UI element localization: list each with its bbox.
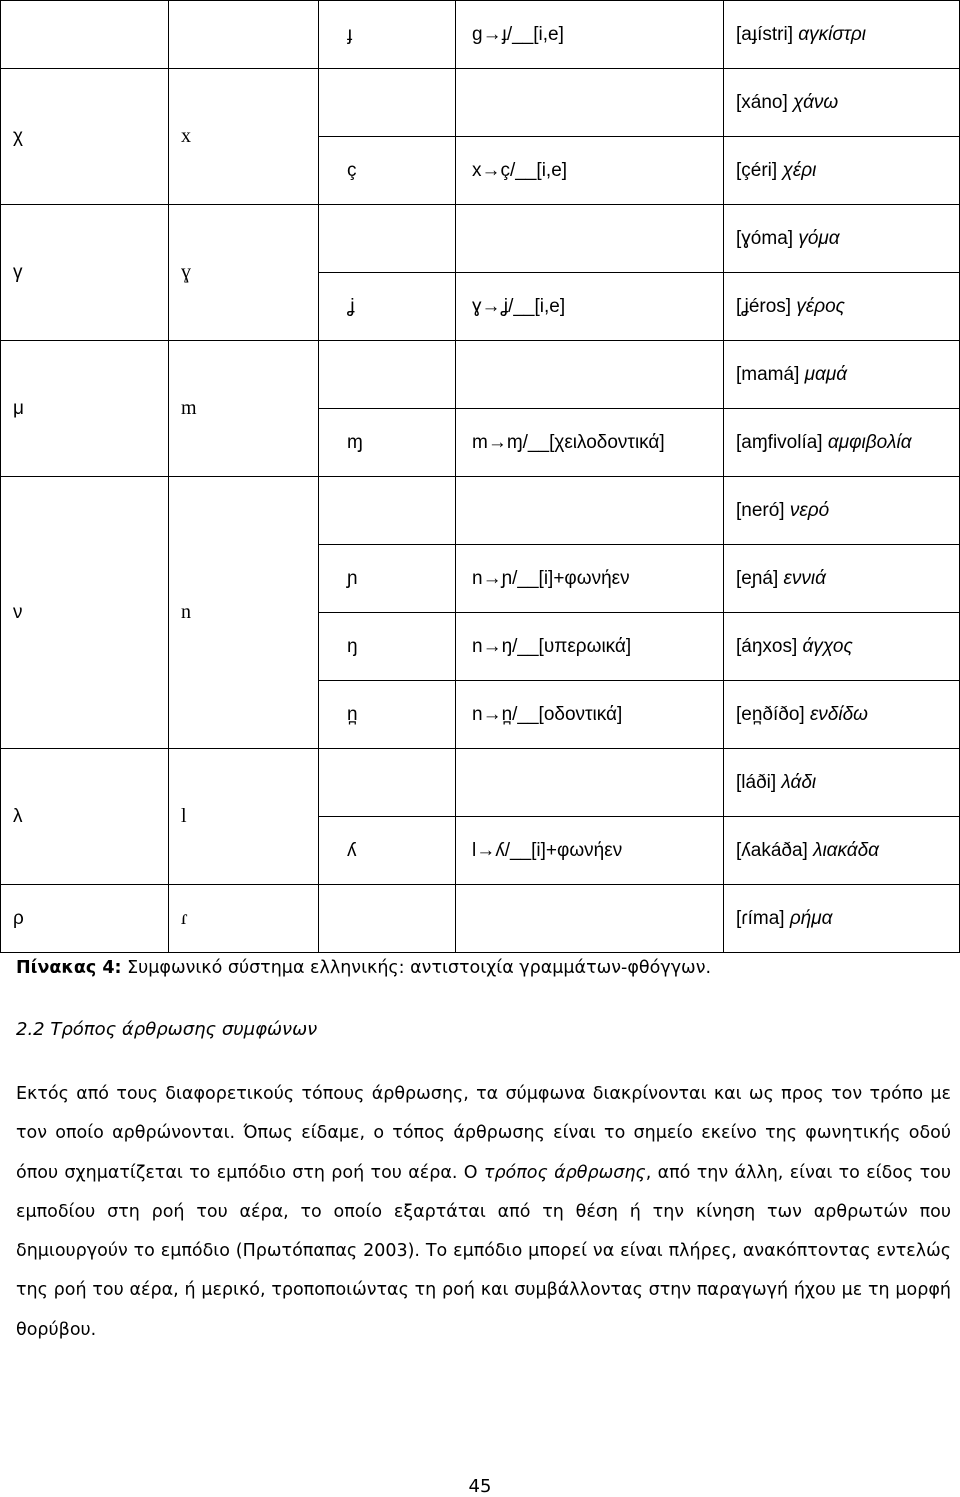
rule-cell: g→ɟ/__[i,e] [456,1,724,69]
letter-cell: μ [1,341,169,477]
greek-word: λάδι [781,771,817,793]
phoneme-cell: ɣ [169,205,319,341]
phoneme-cell: ɾ [169,885,319,953]
paragraph-text: , από την άλλη, είναι το είδος του εμποδίου στη ροή του αέρα, το οποίο εξαρτάται από τη θέση ή την κίνηση των αρθρωτών που δημιουργούν το εμπόδιο (Πρωτόπαπας 2003). Το εμπόδιο μπορεί να είναι πλήρες, ανακόπτοντας εντελώς της ροή του αέρα, ή μερικό, τροποποιώντας τη ροή και συμβάλλοντας στην παραγωγή ήχου με τη μορφή θορύβου. [16,1162,951,1340]
allophone-cell: ʎ [319,817,456,885]
greek-word: νερό [789,499,830,521]
greek-word: ρήμα [789,907,833,929]
phoneme-cell: m [169,341,319,477]
allophone-cell [319,205,456,273]
table-row [1,477,960,545]
example-cell [724,69,960,137]
allophone-cell: ɲ [319,545,456,613]
example-cell [724,817,960,885]
letter-cell: γ [1,205,169,341]
phoneme-cell [169,1,319,69]
greek-word: γόμα [798,227,840,249]
greek-word: λιακάδα [813,839,880,861]
example-cell [724,273,960,341]
ipa-transcription: [mamá] [736,363,800,385]
rule-cell [456,205,724,273]
caption-label: Πίνακας 4: [16,958,122,978]
rule-cell [456,477,724,545]
rule-cell [456,749,724,817]
allophone-cell: ŋ [319,613,456,681]
greek-word: αγκίστρι [798,23,867,45]
ipa-transcription: [aɟístri] [736,23,794,45]
example-cell [724,545,960,613]
greek-word: ενδίδω [809,703,868,725]
ipa-transcription: [ʝéros] [736,295,792,317]
example-cell [724,205,960,273]
example-cell [724,1,960,69]
rule-cell [456,885,724,953]
greek-word: γέρος [796,295,845,317]
letter-cell: ν [1,477,169,749]
letter-cell [1,1,169,69]
allophone-cell: ʝ [319,273,456,341]
table-row [1,69,960,137]
rule-cell: l→ʎ/__[i]+φωνήεν [456,817,724,885]
allophone-cell: ç [319,137,456,205]
ipa-transcription: [ʎakáða] [736,839,808,861]
table-row [1,205,960,273]
rule-cell: m→ɱ/__[χειλοδοντικά] [456,409,724,477]
ipa-transcription: [en̪ðíðo] [736,703,805,725]
table-caption [16,958,711,978]
example-cell [724,749,960,817]
table-row [1,1,960,69]
letter-cell: λ [1,749,169,885]
table-row [1,885,960,953]
table-row [1,749,960,817]
rule-cell: n→ŋ/__[υπερωικά] [456,613,724,681]
rule-cell: n→n̪/__[οδοντικά] [456,681,724,749]
allophone-cell [319,341,456,409]
letter-cell: χ [1,69,169,205]
allophone-cell: ɟ [319,1,456,69]
greek-word: εννιά [783,567,826,589]
ipa-transcription: [çéri] [736,159,778,181]
example-cell [724,613,960,681]
allophone-cell: ɱ [319,409,456,477]
example-cell [724,137,960,205]
greek-word: μαμά [804,363,848,385]
rule-cell [456,341,724,409]
example-cell [724,681,960,749]
letter-cell: ρ [1,885,169,953]
body-paragraph [16,1075,951,1350]
allophone-cell [319,477,456,545]
ipa-transcription: [ɣóma] [736,227,794,249]
phoneme-cell: x [169,69,319,205]
ipa-transcription: [aɱfivolía] [736,431,823,453]
ipa-transcription: [xáno] [736,91,788,113]
phoneme-cell: n [169,477,319,749]
greek-word: χάνω [793,91,839,113]
allophone-cell [319,885,456,953]
phoneme-cell: l [169,749,319,885]
ipa-transcription: [láði] [736,771,777,793]
allophone-cell: n̪ [319,681,456,749]
ipa-transcription: [ɾíma] [736,907,785,929]
rule-cell [456,69,724,137]
allophone-cell [319,69,456,137]
ipa-transcription: [neró] [736,499,785,521]
example-cell [724,409,960,477]
emphasized-term: τρόπος άρθρωσης [483,1162,646,1183]
greek-word: αμφιβολία [827,431,912,453]
rule-cell: n→ɲ/__[i]+φωνήεν [456,545,724,613]
ipa-transcription: [áŋxos] [736,635,798,657]
example-cell [724,477,960,545]
rule-cell: ɣ→ʝ/__[i,e] [456,273,724,341]
greek-word: χέρι [782,159,817,181]
ipa-transcription: [eɲá] [736,567,779,589]
table-row [1,341,960,409]
caption-text: Συμφωνικό σύστημα ελληνικής: αντιστοιχία γραμμάτων-φθόγγων. [121,958,712,978]
section-heading: 2.2 Τρόπος άρθρωσης συμφώνων [16,1019,318,1040]
page-number: 45 [468,1476,492,1497]
greek-word: άγχος [802,635,853,657]
allophone-cell [319,749,456,817]
example-cell [724,885,960,953]
example-cell [724,341,960,409]
rule-cell: x→ç/__[i,e] [456,137,724,205]
paragraph-text: Εκτός από τους διαφορετικούς τόπους άρθρωσης, τα σύμφωνα διακρίνονται και ως προς τον τρόπο με τον οποίο αρθρώνονται. Όπως είδαμε, ο τόπος άρθρωσης είναι το σημείο εκείνο της φωνητικής οδού όπου σχηματίζεται το εμπόδιο στη ροή του αέρα. Ο [16,1084,951,1183]
